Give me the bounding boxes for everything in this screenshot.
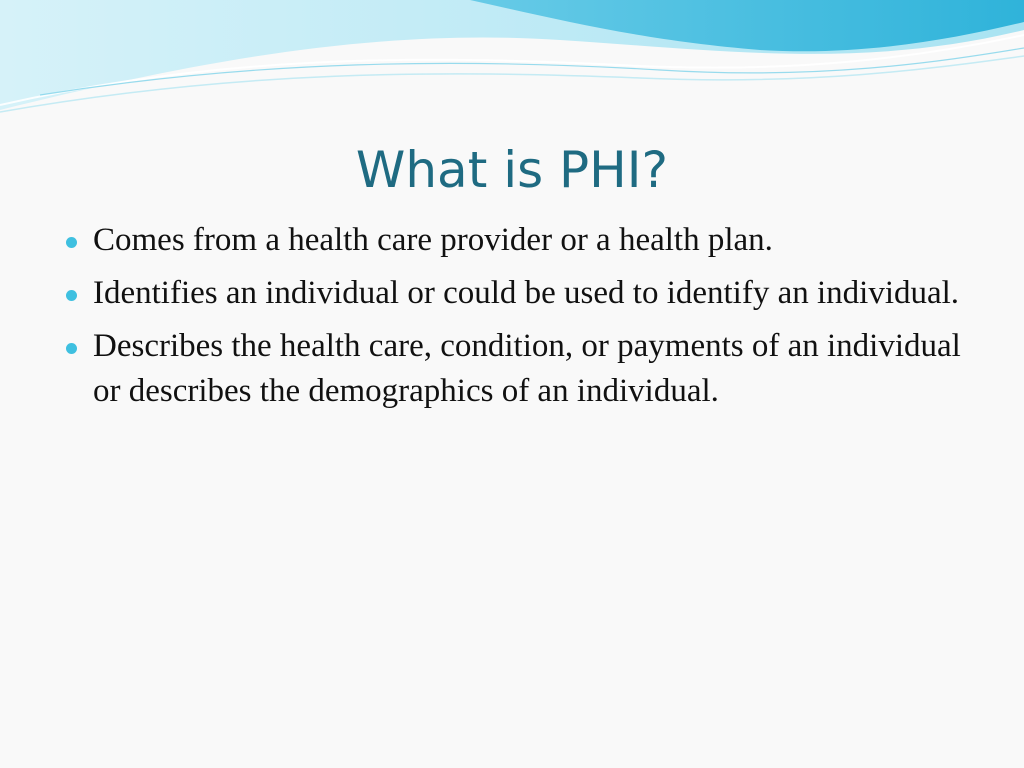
- header-wave-decoration: [0, 0, 1024, 120]
- bullet-dot-icon: [66, 290, 77, 301]
- bullet-text: Comes from a health care provider or a health plan.: [93, 222, 773, 258]
- slide-title: What is PHI?: [355, 141, 669, 199]
- bullet-text: Identifies an individual or could be used to identify an individual.: [93, 275, 960, 311]
- bullet-list: [62, 218, 982, 422]
- bullet-text: Describes the health care, condition, or payments of an individual or describes the demographics of an individual.: [93, 328, 961, 409]
- bullet-dot-icon: [66, 343, 77, 354]
- bullet-dot-icon: [66, 237, 77, 248]
- bullet-item: [62, 324, 982, 414]
- bullet-item: [62, 271, 982, 316]
- bullet-item: [62, 218, 982, 263]
